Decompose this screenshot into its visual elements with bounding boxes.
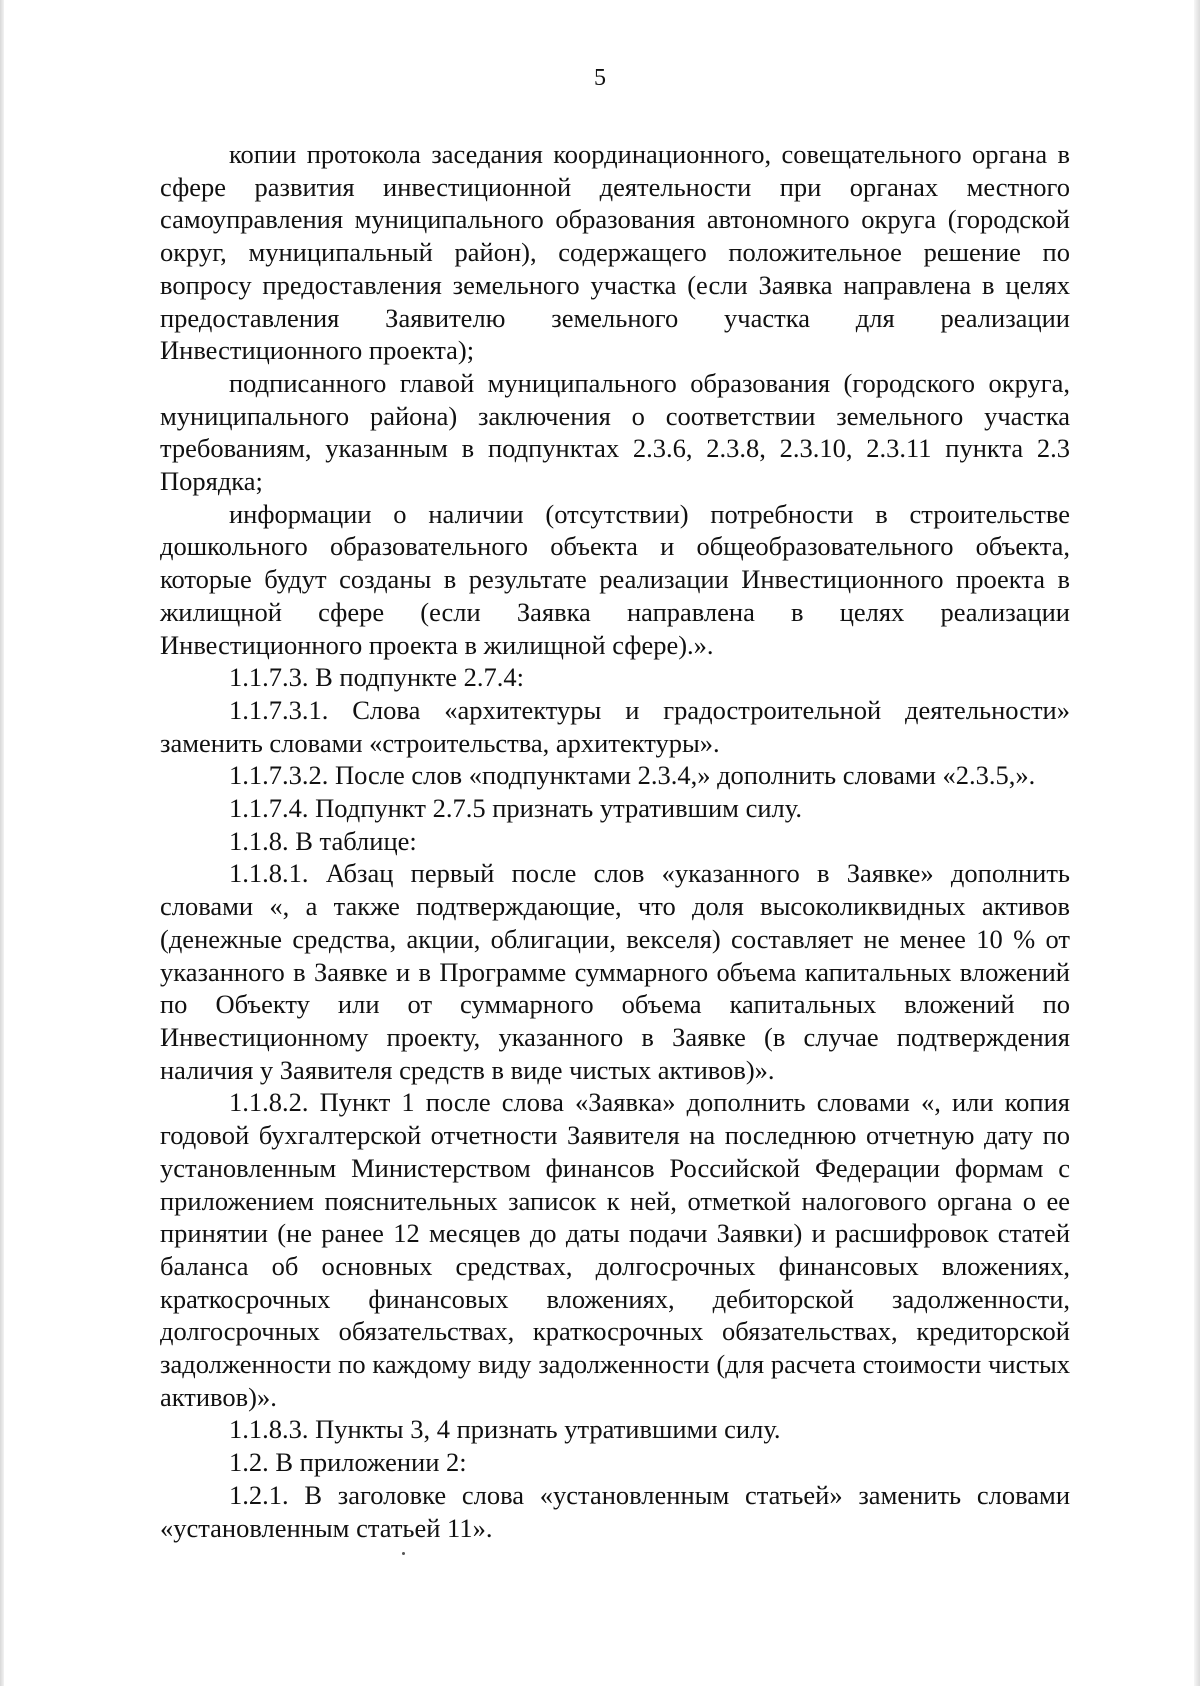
paragraph-1-1-8-2: 1.1.8.2. Пункт 1 после слова «Заявка» дополнить словами «, или копия годовой бухгалтерской отчетности Заявителя на последнюю отчетную дату по установленным Министерством финансов Российской Федерации формам с приложением пояснительных записок к ней, отметкой налогового органа о ее принятии (не ранее 12 месяцев до даты подачи Заявки) и расшифровок статей баланса об основных средствах, долгосрочных финансовых вложениях, краткосрочных финансовых вложениях, дебиторской задолженности, долгосрочных обязательствах, краткосрочных обязательствах, кредиторской задолженности по каждому виду задолженности (для расчета стоимости чистых активов)». — [160, 1087, 1070, 1412]
paragraph-1-2: 1.2. В приложении 2: — [229, 1447, 467, 1478]
scan-speck — [402, 1552, 405, 1555]
paragraph-1-1-7-4: 1.1.7.4. Подпункт 2.7.5 признать утратившим силу. — [229, 793, 802, 824]
paragraph-1-1-7-3-2: 1.1.7.3.2. После слов «подпунктами 2.3.4,» дополнить словами «2.3.5,». — [229, 760, 1036, 791]
scan-edge-right — [1194, 0, 1200, 1686]
paragraph-1-1-7-3-1: 1.1.7.3.1. Слова «архитектуры и градостроительной деятельности» заменить словами «строительства, архитектуры». — [160, 694, 1070, 758]
paragraph-1-1-7-3: 1.1.7.3. В подпункте 2.7.4: — [229, 662, 525, 693]
scan-edge-left — [0, 0, 4, 1686]
paragraph-school-need-info: информации о наличии (отсутствии) потребности в строительстве дошкольного образовательного объекта и общеобразовательного объекта, которые будут созданы в результате реализации Инвестиционного проекта в жилищной сфере (если Заявка направлена в целях реализации Инвестиционного проекта в жилищной сфере).». — [160, 498, 1070, 660]
document-body — [160, 138, 1070, 1544]
paragraph-1-1-8: 1.1.8. В таблице: — [229, 825, 417, 856]
paragraph-1-1-8-1: 1.1.8.1. Абзац первый после слов «указанного в Заявке» дополнить словами «, а также подтверждающие, что доля высоколиквидных активов (денежные средства, акции, облигации, векселя) составляет не менее 10 % от указанного в Заявке и в Программе суммарного объема капитальных вложений по Объекту или от суммарного объема капитальных вложений по Инвестиционному проекту, указанного в Заявке (в случае подтверждения наличия у Заявителя средств в виде чистых активов)». — [160, 858, 1070, 1085]
paragraph-1-2-1: 1.2.1. В заголовке слова «установленным статьей» заменить словами «установленным статьей 11». — [160, 1479, 1070, 1543]
paragraph-protocol-copy: копии протокола заседания координационного, совещательного органа в сфере развития инвестиционной деятельности при органах местного самоуправления муниципального образования автономного округа (городской округ, муниципальный район), содержащего положительное решение по вопросу предоставления земельного участка (если Заявка направлена в целях предоставления Заявителю земельного участка для реализации Инвестиционного проекта); — [160, 139, 1070, 366]
paragraph-land-conclusion: подписанного главой муниципального образования (городского округа, муниципального района) заключения о соответствии земельного участка требованиям, указанным в подпунктах 2.3.6, 2.3.8, 2.3.10, 2.3.11 пункта 2.3 Порядка; — [160, 367, 1070, 497]
paragraph-1-1-8-3: 1.1.8.3. Пункты 3, 4 признать утратившими силу. — [229, 1414, 781, 1445]
page-number: 5 — [594, 65, 606, 91]
